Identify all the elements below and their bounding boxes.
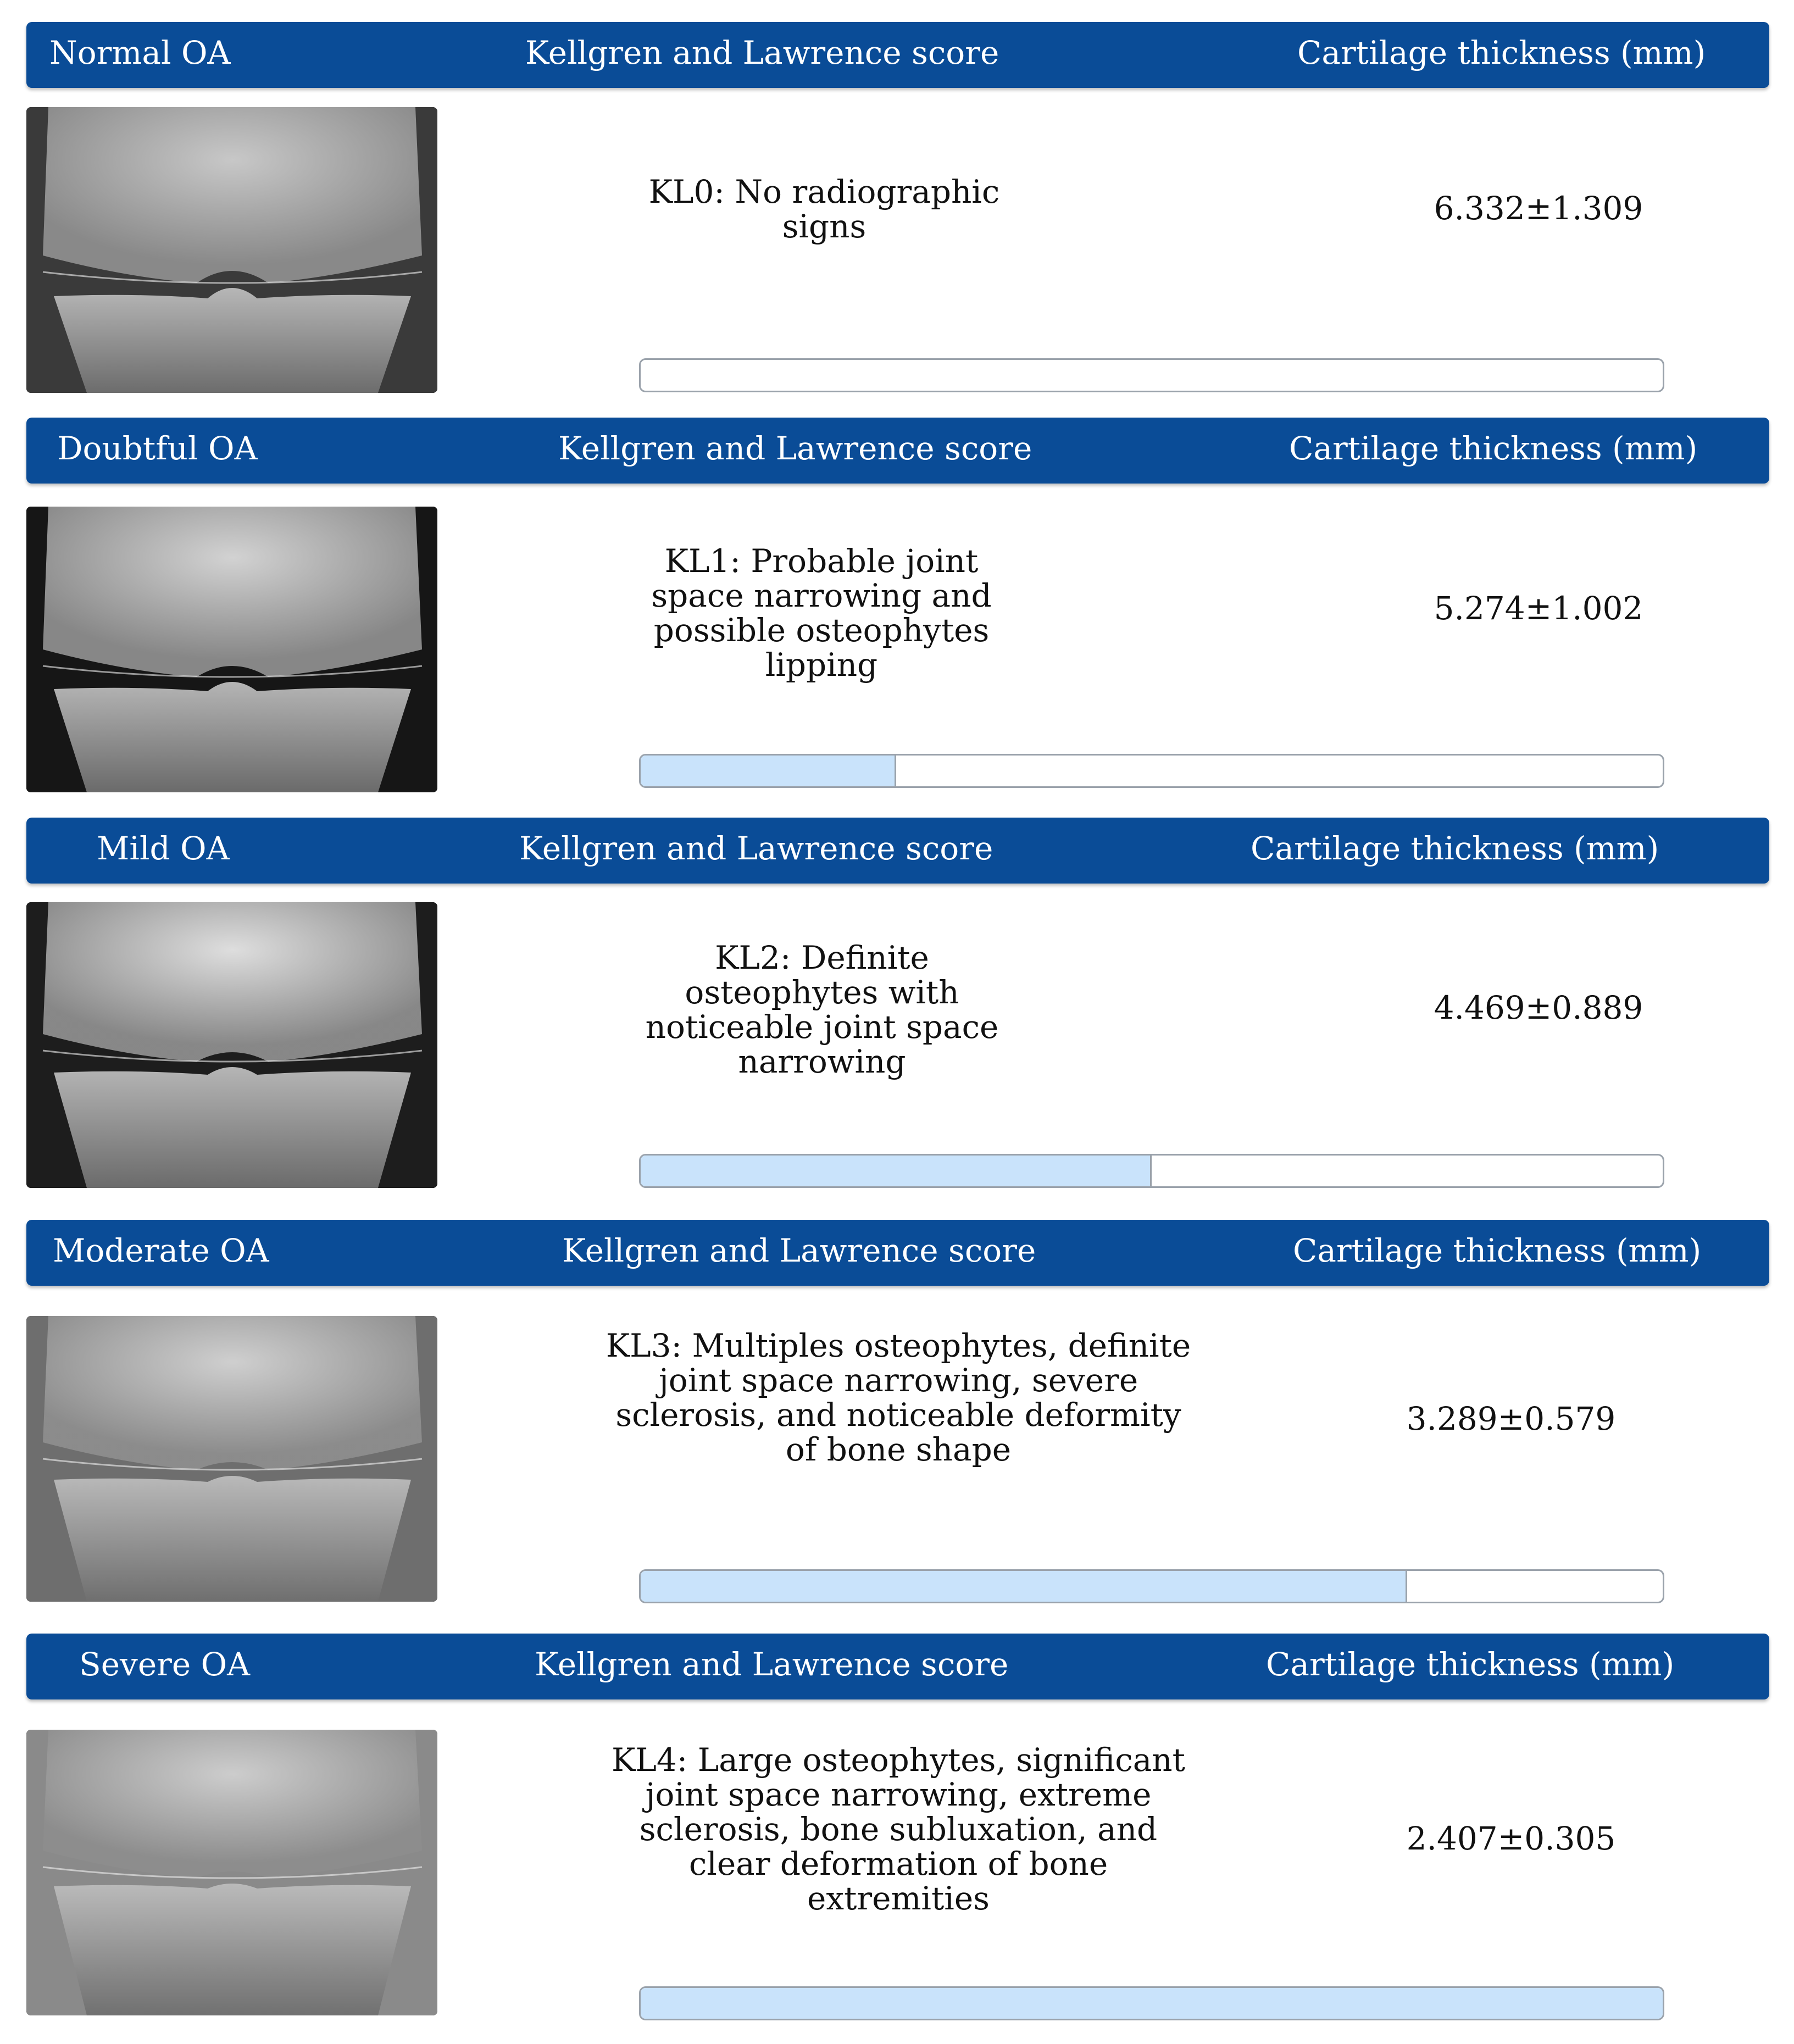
thickness-header: Cartilage thickness (mm) [1289, 430, 1698, 467]
severity-bar [639, 358, 1664, 392]
severity-bar [639, 754, 1664, 788]
kl-description: KL3: Multiples osteophytes, definite joint space narrowing, severe sclerosis, and noticeable deformity of bone shape [606, 1327, 1191, 1468]
row-header [26, 22, 1769, 88]
row-header [26, 818, 1769, 884]
score-header: Kellgren and Lawrence score [525, 34, 999, 71]
grade-label: Doubtful OA [57, 430, 258, 467]
row-header [26, 1220, 1769, 1286]
severity-bar [639, 1986, 1664, 2020]
thickness-header: Cartilage thickness (mm) [1293, 1232, 1702, 1269]
kl-description: KL2: Definite osteophytes with noticeable joint space narrowing [645, 939, 999, 1080]
grade-label: Severe OA [79, 1646, 251, 1683]
score-header: Kellgren and Lawrence score [558, 430, 1032, 467]
score-header: Kellgren and Lawrence score [562, 1232, 1036, 1269]
knee-xray-image [26, 1316, 437, 1602]
thickness-value: 5.274±1.002 [1434, 590, 1643, 627]
severity-bar [639, 1154, 1664, 1188]
knee-xray-image [26, 107, 437, 393]
severity-bar-fill [641, 1571, 1407, 1602]
thickness-header: Cartilage thickness (mm) [1266, 1646, 1675, 1683]
severity-bar [639, 1569, 1664, 1603]
grade-label: Mild OA [97, 830, 230, 867]
thickness-value: 6.332±1.309 [1434, 190, 1643, 227]
kl-description: KL4: Large osteophytes, significant joint space narrowing, extreme sclerosis, bone subluxation, and clear deformation of bone extremities [612, 1741, 1185, 1917]
thickness-value: 4.469±0.889 [1434, 989, 1643, 1026]
severity-bar-fill [641, 1156, 1152, 1186]
row-header [26, 1634, 1769, 1699]
severity-bar-fill [641, 1988, 1663, 2019]
knee-xray-image [26, 1730, 437, 2015]
thickness-value: 2.407±0.305 [1406, 1820, 1616, 1857]
thickness-value: 3.289±0.579 [1406, 1400, 1616, 1437]
kl-description: KL1: Probable joint space narrowing and possible osteophytes lipping [651, 542, 992, 684]
thickness-header: Cartilage thickness (mm) [1251, 830, 1659, 867]
grade-label: Moderate OA [53, 1232, 269, 1269]
knee-xray-image [26, 902, 437, 1188]
score-header: Kellgren and Lawrence score [535, 1646, 1009, 1683]
kl-description: KL0: No radiographic signs [648, 173, 1000, 245]
knee-xray-image [26, 507, 437, 792]
thickness-header: Cartilage thickness (mm) [1297, 34, 1706, 71]
grade-label: Normal OA [49, 34, 231, 71]
score-header: Kellgren and Lawrence score [519, 830, 993, 867]
severity-bar-fill [641, 756, 896, 786]
row-header [26, 418, 1769, 484]
